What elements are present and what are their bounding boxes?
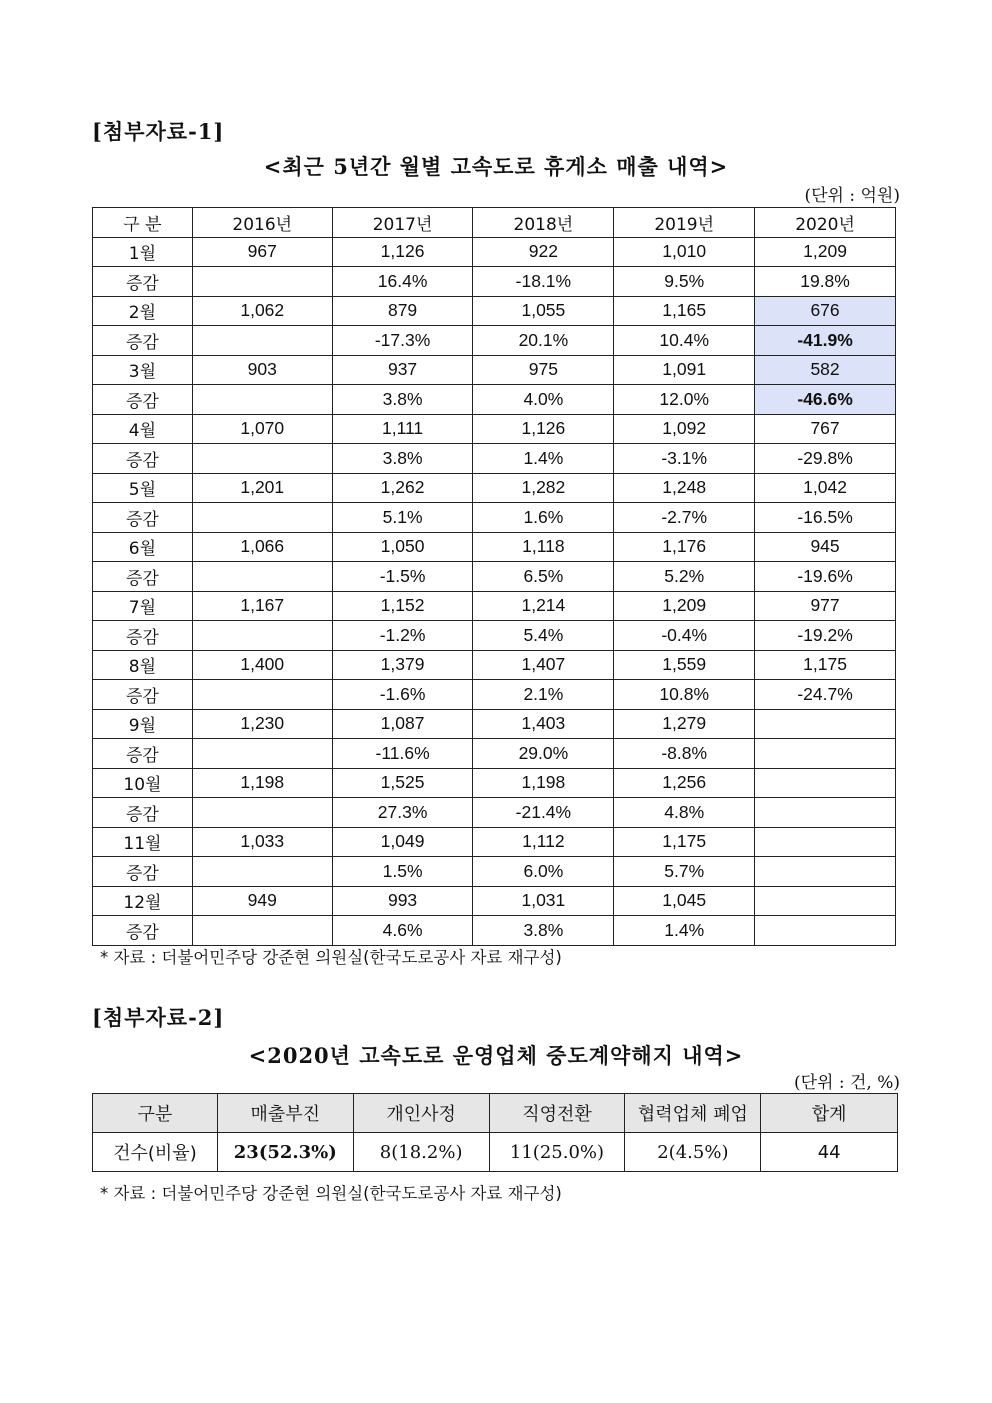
sales-cell: 3.8% [332,385,473,415]
sales-header-cell: 2018년 [473,208,614,238]
sales-cell [192,562,332,592]
sales-row [93,296,896,326]
sales-cell [192,385,332,415]
sales-cell: 5.7% [614,857,755,887]
sales-cell: 10.4% [614,326,755,356]
termination-cell: 8(18.2%) [353,1133,489,1172]
termination-cell: 44 [761,1133,898,1172]
sales-cell: 1,031 [473,886,614,916]
sales-row [93,444,896,474]
sales-row-label: 8월 [93,650,193,680]
sales-row [93,237,896,267]
sales-row [93,650,896,680]
sales-cell: 1,198 [473,768,614,798]
sales-row [93,886,896,916]
sales-cell: 5.2% [614,562,755,592]
sales-cell: -3.1% [614,444,755,474]
sales-cell: 1,559 [614,650,755,680]
sales-cell: -41.9% [755,326,896,356]
sales-cell: 1,214 [473,591,614,621]
sales-row [93,355,896,385]
termination-cell: 23(52.3%) [217,1133,353,1172]
sales-cell: 1,400 [192,650,332,680]
sales-cell: 1,010 [614,237,755,267]
sales-cell: -21.4% [473,798,614,828]
sales-row [93,503,896,533]
sales-cell: 1,209 [614,591,755,621]
sales-header-cell: 2019년 [614,208,755,238]
sales-row [93,739,896,769]
monthly-sales-table [92,207,896,946]
sales-cell: 1,070 [192,414,332,444]
sales-cell: 1,062 [192,296,332,326]
sales-cell [755,739,896,769]
sales-cell [192,739,332,769]
sales-row-label: 12월 [93,886,193,916]
sales-cell: 1,379 [332,650,473,680]
termination-header-cell: 매출부진 [217,1094,353,1133]
sales-row [93,532,896,562]
sales-cell: 1,230 [192,709,332,739]
sales-cell: 3.8% [332,444,473,474]
sales-cell [192,857,332,887]
sales-cell: 1,152 [332,591,473,621]
sales-row [93,562,896,592]
sales-cell [192,503,332,533]
sales-cell: 903 [192,355,332,385]
sales-cell: 1,092 [614,414,755,444]
sales-cell: 9.5% [614,267,755,297]
sales-cell: 10.8% [614,680,755,710]
sales-cell: -46.6% [755,385,896,415]
sales-cell: 967 [192,237,332,267]
sales-cell: 676 [755,296,896,326]
sales-row-label: 증감 [93,385,193,415]
sales-cell: 975 [473,355,614,385]
sales-row [93,680,896,710]
section2-title: <2020년 고속도로 운영업체 중도계약해지 내역> [248,1043,744,1068]
sales-row-label: 증감 [93,267,193,297]
sales-row-label: 증감 [93,680,193,710]
sales-row-label: 10월 [93,768,193,798]
sales-row-label: 증감 [93,503,193,533]
termination-header-cell: 합계 [761,1094,898,1133]
sales-row-label: 증감 [93,326,193,356]
sales-cell: -11.6% [332,739,473,769]
sales-cell: 19.8% [755,267,896,297]
sales-header-cell: 2016년 [192,208,332,238]
sales-cell: 1,175 [755,650,896,680]
sales-row [93,591,896,621]
sales-cell: 1,126 [473,414,614,444]
sales-cell: -17.3% [332,326,473,356]
sales-row [93,827,896,857]
sales-row [93,473,896,503]
sales-cell [192,267,332,297]
termination-header-cell: 협력업체 폐업 [625,1094,761,1133]
termination-header-cell: 구분 [93,1094,218,1133]
sales-row-label: 11월 [93,827,193,857]
sales-header-cell: 2017년 [332,208,473,238]
sales-row [93,326,896,356]
sales-cell: 1,165 [614,296,755,326]
section1-title: <최근 5년간 월별 고속도로 휴게소 매출 내역> [263,154,729,179]
sales-cell: -1.2% [332,621,473,651]
section1-unit: (단위 : 억원) [804,186,900,206]
sales-cell: 6.5% [473,562,614,592]
sales-cell: 12.0% [614,385,755,415]
sales-cell: -18.1% [473,267,614,297]
sales-cell: 1,248 [614,473,755,503]
sales-row-label: 1월 [93,237,193,267]
sales-cell [755,916,896,946]
sales-cell: 945 [755,532,896,562]
sales-cell: 27.3% [332,798,473,828]
sales-cell: 1.6% [473,503,614,533]
termination-header-row [93,1094,898,1133]
sales-cell: 2.1% [473,680,614,710]
sales-cell [192,621,332,651]
sales-cell [755,886,896,916]
sales-cell: 5.4% [473,621,614,651]
sales-cell: 1,049 [332,827,473,857]
sales-cell: 1,256 [614,768,755,798]
sales-cell: 1,066 [192,532,332,562]
section2-source-note: * 자료 : 더불어민주당 강준현 의원실(한국도로공사 자료 재구성) [100,1184,562,1203]
sales-cell: 3.8% [473,916,614,946]
sales-cell: 1,525 [332,768,473,798]
sales-row-label: 5월 [93,473,193,503]
sales-cell: 1,407 [473,650,614,680]
sales-cell: 922 [473,237,614,267]
sales-row-label: 9월 [93,709,193,739]
sales-cell: 1,112 [473,827,614,857]
sales-row [93,916,896,946]
sales-cell: 1.5% [332,857,473,887]
sales-row [93,768,896,798]
sales-cell [192,680,332,710]
sales-row [93,267,896,297]
sales-cell: 582 [755,355,896,385]
sales-cell: 1,091 [614,355,755,385]
sales-cell: 1.4% [473,444,614,474]
sales-row-label: 증감 [93,916,193,946]
sales-cell: 1,033 [192,827,332,857]
sales-row-label: 6월 [93,532,193,562]
sales-cell: 1,055 [473,296,614,326]
sales-row [93,621,896,651]
termination-cell: 11(25.0%) [489,1133,625,1172]
sales-cell: 29.0% [473,739,614,769]
section1-source-note: * 자료 : 더불어민주당 강준현 의원실(한국도로공사 자료 재구성) [100,948,562,967]
sales-cell: -19.2% [755,621,896,651]
sales-cell: 1,087 [332,709,473,739]
sales-cell: 1,209 [755,237,896,267]
sales-cell: -1.6% [332,680,473,710]
sales-cell: -29.8% [755,444,896,474]
sales-cell: -1.5% [332,562,473,592]
sales-cell [192,326,332,356]
sales-header-cell: 구 분 [93,208,193,238]
termination-header-cell: 개인사정 [353,1094,489,1133]
sales-cell: 1,198 [192,768,332,798]
sales-cell: 1,282 [473,473,614,503]
sales-cell: -8.8% [614,739,755,769]
sales-cell [192,798,332,828]
section2-heading: [첨부자료-2] [92,1005,225,1030]
sales-row [93,857,896,887]
sales-cell [192,916,332,946]
sales-cell: -24.7% [755,680,896,710]
sales-cell: 4.0% [473,385,614,415]
termination-row-label: 건수(비율) [93,1133,218,1172]
sales-cell: 1,262 [332,473,473,503]
sales-cell: 1,118 [473,532,614,562]
sales-row-label: 증감 [93,739,193,769]
sales-cell: 767 [755,414,896,444]
sales-header-row [93,208,896,238]
sales-cell [755,827,896,857]
sales-row [93,414,896,444]
sales-cell: 4.6% [332,916,473,946]
section2-unit: (단위 : 건, %) [793,1073,900,1093]
sales-cell: -0.4% [614,621,755,651]
sales-row-label: 2월 [93,296,193,326]
sales-header-cell: 2020년 [755,208,896,238]
sales-cell [755,798,896,828]
sales-cell: 1,176 [614,532,755,562]
sales-cell: 937 [332,355,473,385]
sales-row-label: 4월 [93,414,193,444]
sales-cell: 1,045 [614,886,755,916]
sales-cell: 1,167 [192,591,332,621]
sales-cell: -2.7% [614,503,755,533]
termination-header-cell: 직영전환 [489,1094,625,1133]
sales-cell: 1,050 [332,532,473,562]
sales-cell: 949 [192,886,332,916]
sales-row-label: 7월 [93,591,193,621]
sales-cell: -19.6% [755,562,896,592]
sales-row-label: 증감 [93,562,193,592]
sales-cell: 1,403 [473,709,614,739]
sales-cell: 16.4% [332,267,473,297]
sales-cell [755,768,896,798]
termination-data-row [93,1133,898,1172]
sales-cell [192,444,332,474]
sales-cell: 1,279 [614,709,755,739]
sales-row [93,709,896,739]
sales-cell: 1,042 [755,473,896,503]
sales-row-label: 증감 [93,857,193,887]
sales-cell: 1,126 [332,237,473,267]
contract-termination-table [92,1093,898,1172]
sales-row-label: 증감 [93,621,193,651]
sales-row-label: 증감 [93,444,193,474]
sales-cell: 977 [755,591,896,621]
termination-cell: 2(4.5%) [625,1133,761,1172]
sales-cell: 6.0% [473,857,614,887]
sales-cell: -16.5% [755,503,896,533]
section1-heading: [첨부자료-1] [92,119,225,144]
sales-cell: 1,111 [332,414,473,444]
sales-row-label: 증감 [93,798,193,828]
sales-cell: 879 [332,296,473,326]
sales-row [93,385,896,415]
sales-row [93,798,896,828]
sales-cell: 1,201 [192,473,332,503]
sales-cell: 20.1% [473,326,614,356]
sales-cell: 1,175 [614,827,755,857]
sales-row-label: 3월 [93,355,193,385]
sales-cell: 4.8% [614,798,755,828]
sales-cell: 1.4% [614,916,755,946]
sales-cell [755,709,896,739]
sales-cell: 993 [332,886,473,916]
sales-cell: 5.1% [332,503,473,533]
sales-cell [755,857,896,887]
